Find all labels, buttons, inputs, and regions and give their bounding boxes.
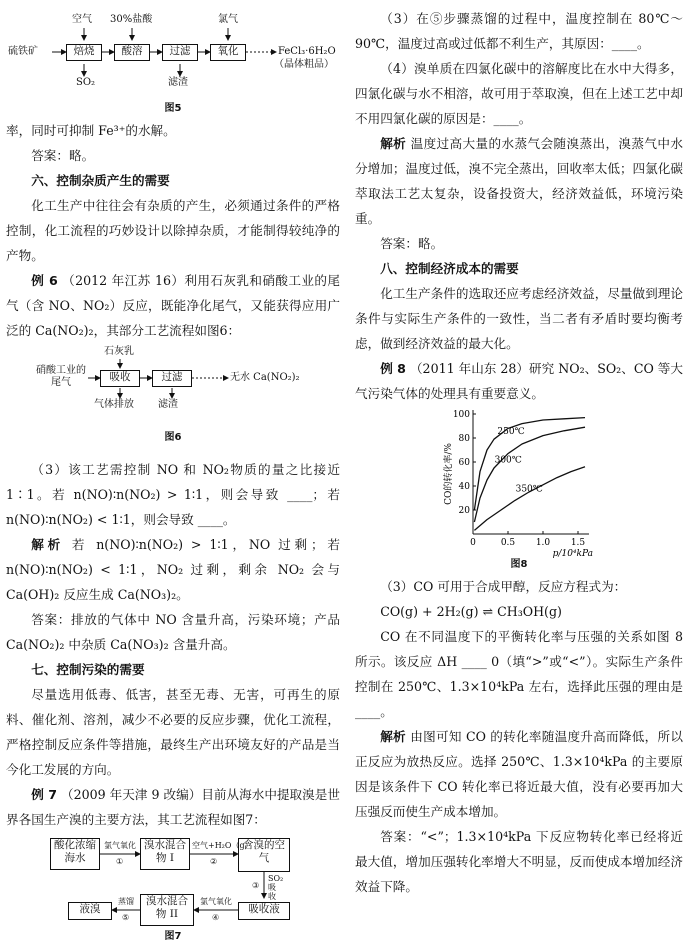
fig5-step-filter: 过滤 <box>162 44 198 61</box>
figure-5-caption: 图5 <box>164 103 182 114</box>
solution-7 <box>355 131 683 231</box>
y-axis-label: CO的转化率/% <box>444 443 454 505</box>
x-axis-label: p/10⁴kPa <box>552 549 593 559</box>
section-heading-7: 七、控制污染的需要 <box>31 662 145 677</box>
answer-6: 答案：排放的气体中 NO 含量升高，污染环境；产品 Ca(NO₂)₂ 中杂质 Ca(NO₃)₂ 含量升高。 <box>6 612 340 652</box>
fig5-chlorine: 氯气 <box>218 14 238 25</box>
question-4: （4）溴单质在四氯化碳中的溶解度比在水中大得多，四氯化碳与水不相溶，故可用于萃取溴，但在上述工艺中却不用四氯化碳的原因是：____。 <box>355 61 683 126</box>
figure-8 <box>355 406 683 559</box>
figure-5 <box>6 0 340 100</box>
solution-text: 由图可知 CO 的转化率随温度升高而降低，所以正反应为放热反应。选择 250℃、1.3×10⁴kPa 的主要原因是该条件下 CO 转化率已将近最大值，没有必要再加大压强反而使生产成本增加。 <box>355 729 683 819</box>
section-heading-6: 六、控制杂质产生的需要 <box>31 173 170 188</box>
example-7 <box>6 782 340 832</box>
question-3c: （3）CO 可用于合成甲醇，反应方程式为： <box>380 579 627 594</box>
series-line <box>474 418 585 510</box>
series-label: 300℃ <box>494 455 522 466</box>
fig5-acid: 30%盐酸 <box>110 14 153 25</box>
solution-label: 解析 <box>380 729 406 744</box>
fig5-step-oxidize: 氧化 <box>210 44 246 61</box>
solution-text: 若 n(NO)∶n(NO₂) > 1∶1，NO 过剩；若 n(NO)∶n(NO₂) < 1∶1，NO₂ 过剩，剩余 NO₂ 会与 Ca(OH)₂ 反应生成 Ca(NO₃)₂。 <box>6 537 340 602</box>
solution-label: 解析 <box>31 537 65 552</box>
series-line <box>474 427 585 522</box>
fig7-step5: 蒸馏 <box>118 897 134 906</box>
example-6 <box>6 268 340 343</box>
equation: CO(g) + 2H₂(g) ⇌ CH₃OH(g) <box>380 604 562 619</box>
example-text: （2011 年山东 28）研究 NO₂、SO₂、CO 等大气污染气体的处理具有重要意义。 <box>355 361 683 401</box>
y-tick-label: 100 <box>452 410 470 420</box>
series-label: 350℃ <box>515 484 543 495</box>
y-tick-label: 60 <box>458 458 470 468</box>
solution-text: 温度过高大量的水蒸气会随溴蒸出，溴蒸气中水分增加；温度过低，溴不完全蒸出，回收率太低；四氯化碳萃取法工艺太复杂，设备投资大，经济效益低，环境污染重。 <box>355 136 683 226</box>
fig6-product: 无水 Ca(NO₂)₂ <box>230 372 300 383</box>
fig7-box-mixture-1: 溴水混合物 I <box>140 838 190 870</box>
fig6-step-absorb: 吸收 <box>100 370 140 387</box>
example-label: 例 7 <box>31 787 57 802</box>
figure-7 <box>6 832 340 928</box>
left-column <box>6 0 340 946</box>
figure-8-caption: 图8 <box>510 559 528 570</box>
fig5-step-dissolve: 酸溶 <box>114 44 150 61</box>
paragraph: 尽量选用低毒、低害，甚至无毒、无害，可再生的原料、催化剂、溶剂，减少不必要的反应步骤，优化工流程，严格控制反应条件等措施，最终生产出环境友好的产品是当今化工发展的方向。 <box>6 687 340 777</box>
fig7-step3-num: ③ <box>252 881 260 890</box>
fig7-step2: 空气+H₂O（g） <box>192 841 253 850</box>
example-8 <box>355 356 683 406</box>
fig5-ore: 硫铁矿 <box>8 46 38 57</box>
figure-6-caption: 图6 <box>164 432 182 443</box>
y-tick-label: 20 <box>458 506 470 516</box>
fig5-residue: 滤渣 <box>168 77 188 88</box>
fig6-step-filter: 过滤 <box>152 370 192 387</box>
fig5-step-roast: 焙烧 <box>66 44 102 61</box>
fig6-input: 硝酸工业的尾气 <box>36 365 86 388</box>
x-tick-label: 0 <box>470 538 476 548</box>
fig5-air: 空气 <box>72 14 92 25</box>
paragraph: 化工生产中往往会有杂质的产生，必须通过条件的严格控制，化工流程的巧妙设计以除掉杂质，才能制得较纯净的产物。 <box>6 198 340 263</box>
solution-6 <box>6 532 340 607</box>
fig7-box-seawater: 酸化浓缩海水 <box>50 838 100 870</box>
fig7-step4-num: ④ <box>212 913 220 922</box>
x-tick-label: 1.5 <box>570 538 586 548</box>
question-3b: （3）在⑤步骤蒸馏的过程中，温度控制在 80℃～90℃，温度过高或过低都不利生产，其原因：____。 <box>355 11 683 51</box>
fig6-lime: 石灰乳 <box>104 346 134 357</box>
example-label: 例 8 <box>380 361 406 376</box>
fig5-so2: SO₂ <box>76 77 96 88</box>
x-tick-label: 1.0 <box>535 538 551 548</box>
y-tick-label: 40 <box>458 482 470 492</box>
question-3: （3）该工艺需控制 NO 和 NO₂物质的量之比接近 1∶1。若 n(NO)∶n(NO₂) > 1∶1，则会导致 ____；若 n(NO)∶n(NO₂) < 1∶1，则会导致 ____。 <box>6 462 340 527</box>
fig7-step5-num: ⑤ <box>122 913 130 922</box>
series-label: 250℃ <box>497 427 525 438</box>
right-column <box>355 6 683 899</box>
answer-8: 答案：“<”；1.3×10⁴kPa 下反应物转化率已经将近最大值，增加压强转化率增大不明显，反而使成本增加经济效益下降。 <box>355 829 683 894</box>
fig5-product-note: （晶体粗品） <box>274 59 334 70</box>
solution-label: 解析 <box>380 136 407 151</box>
fig7-box-absorb-liquid: 吸收液 <box>238 902 290 920</box>
y-tick-label: 80 <box>458 434 470 444</box>
x-tick-label: 0.5 <box>500 538 516 548</box>
section-heading-8: 八、控制经济成本的需要 <box>380 261 519 276</box>
paragraph: 化工生产条件的选取还应考虑经济效益，尽量做到理论条件与实际生产条件的一致性，当二者有矛盾时要均衡考虑，做到经济效益的最大化。 <box>355 286 683 351</box>
solution-8 <box>355 724 683 824</box>
fig7-step1: 氯气氧化 <box>104 841 136 850</box>
fig7-step1-num: ① <box>116 857 124 866</box>
fig7-box-liquid-bromine: 液溴 <box>68 902 112 920</box>
fig7-step4: 氯气氧化 <box>200 897 232 906</box>
fig5-product: FeCl₃·6H₂O <box>278 46 336 57</box>
figure-7-caption: 图7 <box>164 931 182 942</box>
fig7-step2-num: ② <box>210 857 218 866</box>
question-3c-2: CO 在不同温度下的平衡转化率与压强的关系如图 8 所示。该反应 ΔH ____ 0（填“>”或“<”）。实际生产条件控制在 250℃、1.3×10⁴kPa 左右，选择此压强的理由是 ____。 <box>355 629 683 719</box>
fig7-box-mixture-2: 溴水混合物 II <box>140 894 194 926</box>
paragraph: 率，同时可抑制 Fe³⁺的水解。 <box>6 123 176 138</box>
answer: 答案：略。 <box>31 148 95 163</box>
fig7-step3: SO₂吸收 <box>268 874 284 901</box>
fig7-box-bromine-air: 含溴的空气 <box>238 838 290 872</box>
answer-7: 答案：略。 <box>380 236 444 251</box>
example-text: （2009 年天津 9 改编）目前从海水中提取溴是世界各国生产溴的主要方法，其工艺流程如图7： <box>6 787 340 827</box>
figure-6 <box>6 343 340 419</box>
example-text: （2012 年江苏 16）利用石灰乳和硝酸工业的尾气（含 NO、NO₂）反应，既能净化尾气，又能获得应用广泛的 Ca(NO₂)₂，其部分工艺流程如图6： <box>6 273 340 338</box>
co-conversion-chart <box>355 406 683 559</box>
fig6-gas-out: 气体排放 <box>94 399 134 410</box>
series-line <box>474 467 585 531</box>
fig6-residue: 滤渣 <box>158 399 178 410</box>
example-label: 例 6 <box>31 273 58 288</box>
